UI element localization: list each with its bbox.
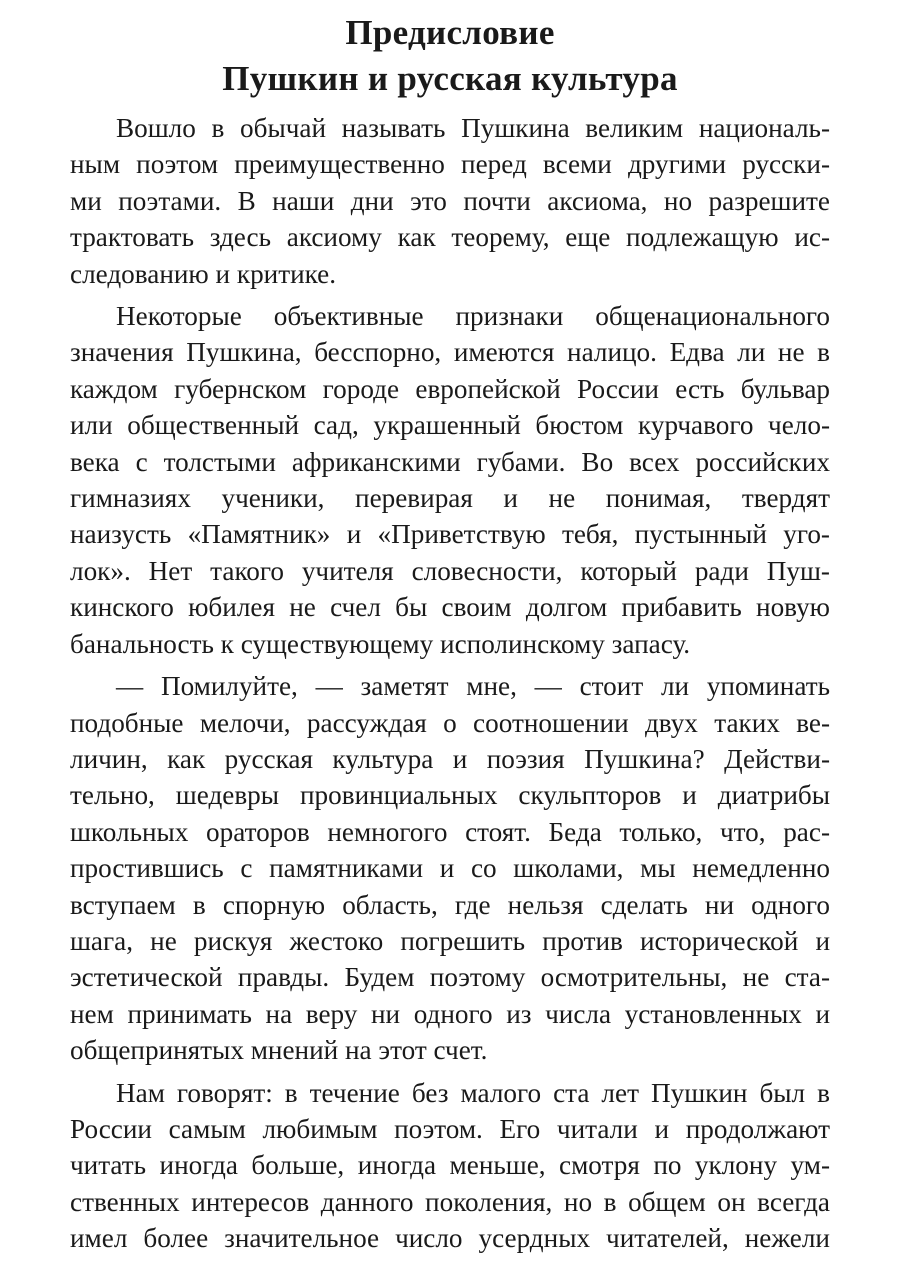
text-line: значения Пушкина, бесспорно, имеются налицо. Едва ли не в (70, 337, 830, 368)
text-line: нем принимать на веру ни одного из числа установленных и (70, 998, 830, 1029)
text-line: лок». Нет такого учителя словесности, который ради Пуш- (70, 555, 830, 586)
text-line: кинского юбилея не счел бы своим долгом прибавить новую (70, 592, 830, 623)
text-line: века с толстыми африканскими губами. Во всех российских (70, 446, 830, 477)
text-line: Вошло в обычай называть Пушкина великим националь- (116, 113, 830, 143)
text-line: гимназиях ученики, перевирая и не понимая, твердят (70, 483, 830, 514)
text-line: тельно, шедевры провинциальных скульпторов и диатрибы (70, 780, 830, 811)
paragraph-2 (70, 298, 830, 662)
text-line: читать иногда больше, иногда меньше, смотря по уклону ум- (70, 1150, 830, 1181)
text-line: России самым любимым поэтом. Его читали и продолжают (70, 1113, 830, 1144)
paragraph-3 (70, 668, 830, 1068)
text-line: — Помилуйте, — заметят мне, — стоит ли упоминать (116, 671, 830, 702)
text-line: общепринятых мнений на этот счет. (70, 1035, 488, 1066)
text-line: трактовать здесь аксиому как теорему, еще подлежащую ис- (70, 222, 830, 253)
paragraph-4 (70, 1075, 830, 1257)
text-line: банальность к существующему исполинскому запасу. (70, 628, 691, 659)
chapter-heading (70, 10, 830, 102)
text-line: каждом губернском городе европейской России есть бульвар (70, 373, 830, 404)
paragraph-1 (70, 110, 830, 292)
body-text (70, 110, 830, 1257)
text-line: ми поэтами. В наши дни это почти аксиома, но разрешите (70, 185, 830, 216)
text-line: имел более значительное число усердных читателей, нежели (70, 1223, 830, 1254)
text-line: шага, не рискуя жестоко погрешить против исторической и (70, 925, 830, 956)
text-line: личин, как русская культура и поэзия Пушкина? Действи- (70, 743, 830, 774)
text-line: эстетической правды. Будем поэтому осмотрительны, не ста- (70, 962, 830, 993)
heading-line-2: Пушкин и русская культура (222, 59, 678, 98)
text-line: Некоторые объективные признаки общенационального (116, 301, 830, 332)
text-line: ным поэтом преимущественно перед всеми другими русски- (70, 149, 830, 180)
text-line: наизусть «Памятник» и «Приветствую тебя, пустынный уго- (70, 519, 830, 550)
text-line: вступаем в спорную область, где нельзя сделать ни одного (70, 889, 830, 920)
text-line: школьных ораторов немногого стоят. Беда только, что, рас- (70, 816, 830, 847)
text-line: следованию и критике. (70, 258, 337, 289)
document-page (70, 0, 830, 1263)
text-line: или общественный сад, украшенный бюстом курчавого чело- (70, 410, 830, 441)
text-line: ственных интересов данного поколения, но в общем он всегда (70, 1186, 830, 1217)
text-line: Нам говорят: в течение без малого ста лет Пушкин был в (116, 1077, 830, 1108)
heading-line-1: Предисловие (345, 13, 555, 52)
text-line: подобные мелочи, рассуждая о соотношении двух таких ве- (70, 707, 830, 738)
text-line: простившись с памятниками и со школами, мы немедленно (70, 853, 830, 884)
